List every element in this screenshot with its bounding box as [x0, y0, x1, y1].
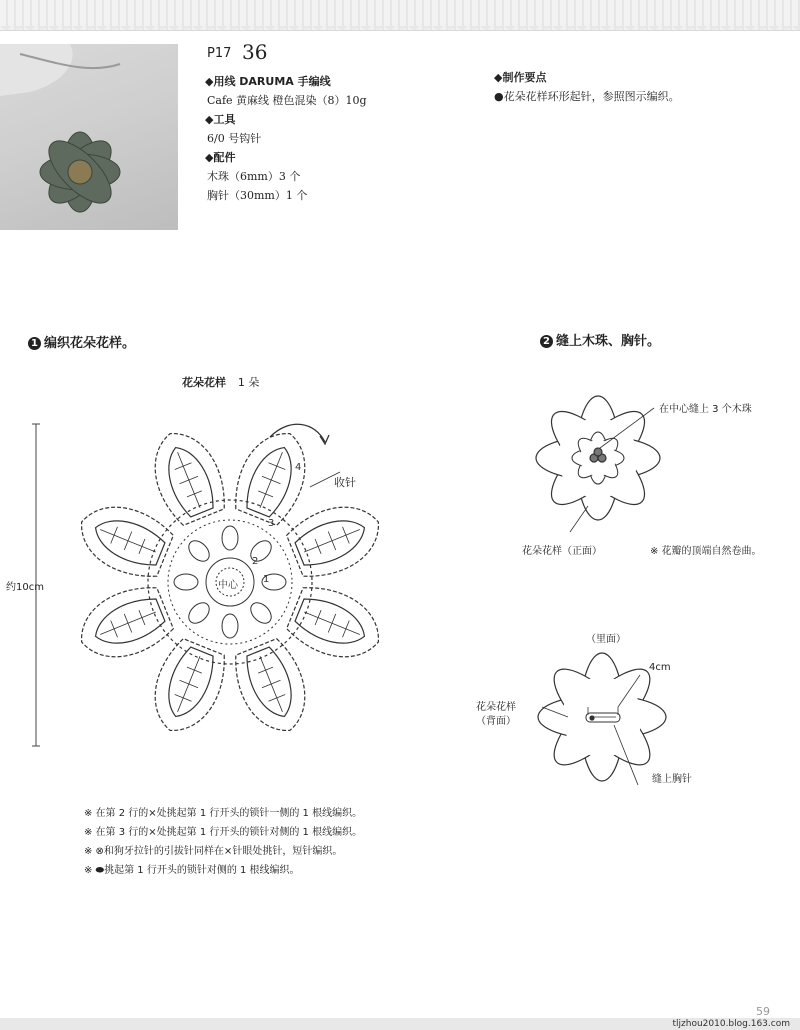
note-4: ※ ⬬挑起第 1 行开头的锁针对侧的 1 根线编织。 — [84, 865, 300, 876]
back-title: （里面） — [586, 634, 626, 645]
crochet-chart — [60, 410, 410, 750]
front-flower-diagram — [520, 380, 680, 540]
row-label-1: 1 — [263, 574, 270, 585]
photo-illustration — [0, 44, 178, 230]
section2-number: 2 — [540, 335, 553, 348]
row-label-3: 3 — [268, 518, 275, 529]
parts-value-1: 木珠（6mm）3 个 — [207, 170, 301, 183]
footer-url: tljzhou2010.blog.163.com — [672, 1019, 790, 1029]
tips-block — [494, 68, 680, 106]
page-ref: P17 — [207, 46, 232, 61]
petal-note: ※ 花瓣的顶端自然卷曲。 — [650, 546, 762, 557]
yarn-value: Cafe 黄麻线 橙色混染（8）10g — [207, 94, 367, 107]
parts-value-2: 胸针（30mm）1 个 — [207, 189, 308, 202]
brooch-label: 缝上胸针 — [652, 774, 692, 785]
note-1: ※ 在第 2 行的⨯处挑起第 1 行开头的锁针一侧的 1 根线编织。 — [84, 808, 363, 819]
page-number: 59 — [756, 1005, 770, 1018]
parts-heading: ◆配件 — [205, 151, 236, 164]
front-label: 花朵花样（正面） — [522, 546, 602, 557]
section1-number: 1 — [28, 337, 41, 350]
product-photo — [0, 44, 178, 230]
size-4cm-label: 4cm — [649, 662, 671, 673]
row-label-4: 4 — [295, 462, 302, 473]
bead-note: 在中心缝上 3 个木珠 — [659, 404, 752, 415]
scallop-edge — [0, 26, 800, 34]
back-label-1: 花朵花样 — [476, 702, 516, 713]
materials-block — [205, 72, 367, 205]
notes-block — [84, 804, 362, 880]
yarn-heading: ◆用线 DARUMA 手编线 — [205, 75, 331, 88]
decorative-header-band — [0, 0, 800, 31]
tips-heading: ◆制作要点 — [494, 71, 547, 84]
chart-title — [182, 374, 259, 390]
back-label-2: （背面） — [476, 716, 516, 727]
row-label-2: 2 — [252, 556, 259, 567]
chart-title-text: 花朵花样 — [182, 376, 226, 389]
pattern-number: 36 — [242, 40, 268, 64]
tool-heading: ◆工具 — [205, 113, 236, 126]
section2-title-text: 缝上木珠、胸针。 — [556, 334, 661, 349]
note-2: ※ 在第 3 行的⨯处挑起第 1 行开头的锁针对侧的 1 根线编织。 — [84, 827, 363, 838]
tips-text: ●花朵花样环形起针，参照图示编织。 — [494, 90, 680, 103]
tool-value: 6/0 号钩针 — [207, 132, 262, 145]
finish-label: 收针 — [334, 476, 356, 489]
section1-title-text: 编织花朵花样。 — [44, 336, 136, 351]
chart-center-label: 中心 — [218, 580, 238, 591]
section2-title — [540, 330, 660, 349]
section1-title — [28, 332, 135, 351]
size-label: 约10cm — [6, 582, 44, 593]
note-3: ※ ⊗和狗牙拉针的引拔针同样在⨯针眼处挑针，短针编织。 — [84, 846, 343, 857]
chart-count: 1 朵 — [237, 376, 260, 389]
